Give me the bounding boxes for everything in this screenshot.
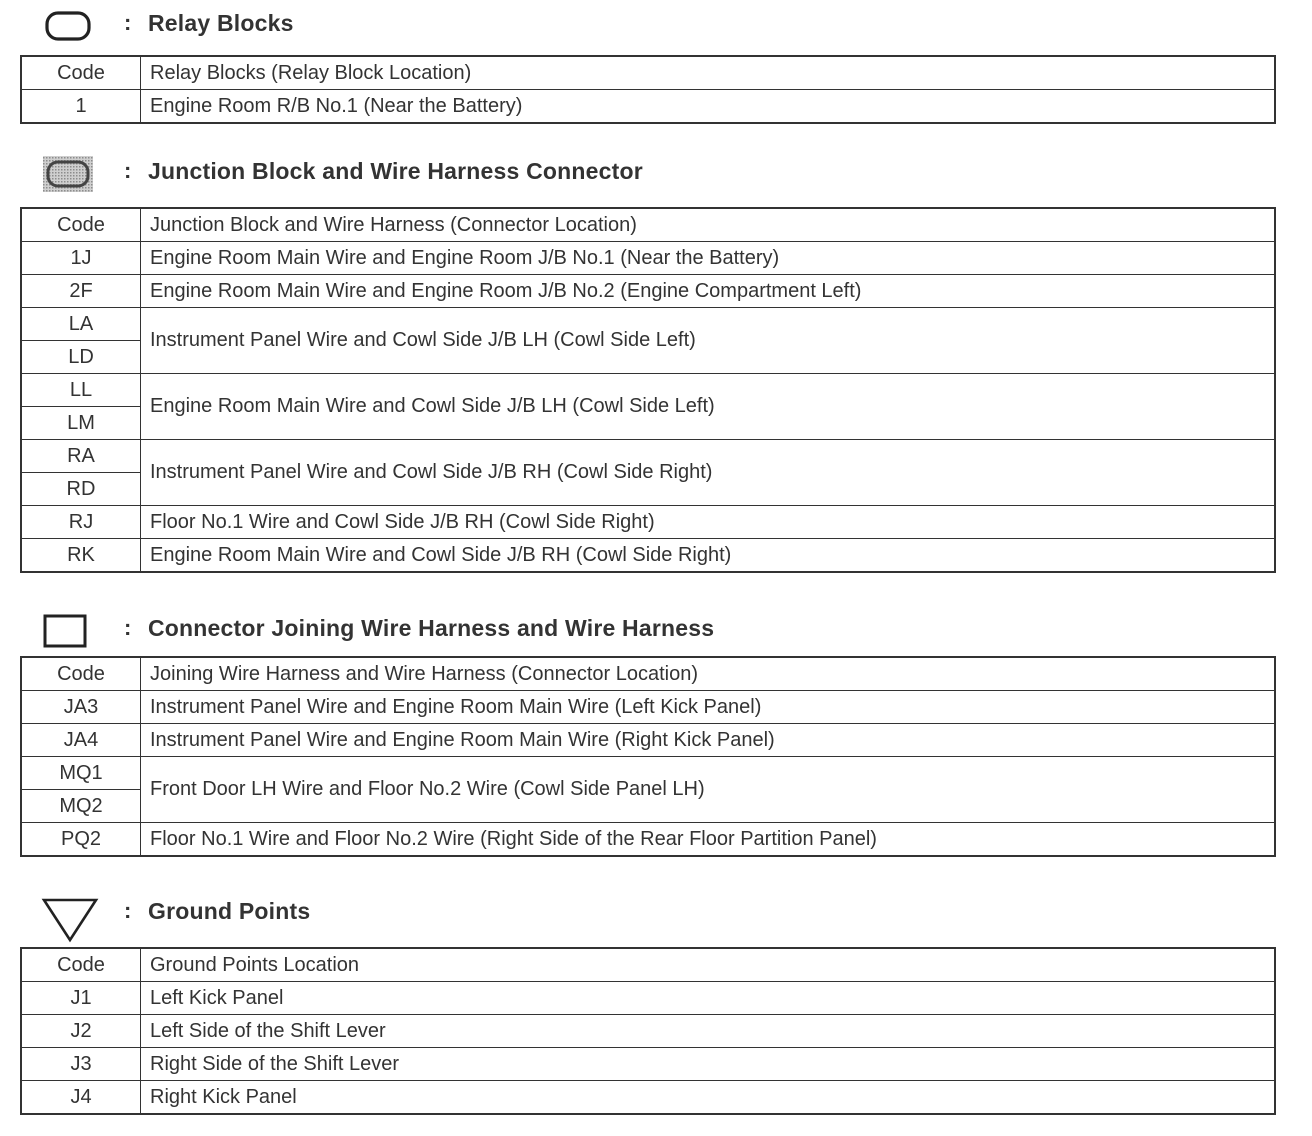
table-row [21,1048,1275,1081]
location-column-header: Junction Block and Wire Harness (Connector Location) [141,208,1276,242]
code-cell: 1J [21,242,141,275]
code-cell: LD [21,341,141,374]
table-row [21,691,1275,724]
heading-colon: : [124,10,132,35]
code-cell: RJ [21,506,141,539]
table-row [21,90,1275,124]
square-icon [40,611,96,656]
location-cell: Instrument Panel Wire and Engine Room Main Wire (Right Kick Panel) [141,724,1276,757]
table-header-row [21,208,1275,242]
code-cell: J3 [21,1048,141,1081]
code-column-header: Code [21,657,141,691]
table-connector-joining-wire-harness-and-wire-harness [20,656,1276,857]
table-header-row [21,657,1275,691]
table-row [21,1081,1275,1115]
code-cell: MQ2 [21,790,141,823]
table-row [21,982,1275,1015]
section-title: Connector Joining Wire Harness and Wire Harness [148,615,715,641]
table-row [21,374,1275,407]
location-cell: Engine Room Main Wire and Engine Room J/B No.2 (Engine Compartment Left) [141,275,1276,308]
heading-colon: : [124,898,132,923]
code-cell: J4 [21,1081,141,1115]
code-cell: MQ1 [21,757,141,790]
table-row [21,242,1275,275]
code-column-header: Code [21,56,141,90]
location-cell: Engine Room Main Wire and Cowl Side J/B LH (Cowl Side Left) [141,374,1276,440]
code-cell: LA [21,308,141,341]
table-header-row [21,56,1275,90]
table-row [21,275,1275,308]
code-cell: RD [21,473,141,506]
location-cell: Instrument Panel Wire and Cowl Side J/B LH (Cowl Side Left) [141,308,1276,374]
section-title: Junction Block and Wire Harness Connector [148,158,643,184]
location-column-header: Joining Wire Harness and Wire Harness (Connector Location) [141,657,1276,691]
location-column-header: Ground Points Location [141,948,1276,982]
code-cell: PQ2 [21,823,141,857]
table-row [21,757,1275,790]
triangle-down-icon [40,894,104,949]
location-cell: Instrument Panel Wire and Cowl Side J/B RH (Cowl Side Right) [141,440,1276,506]
table-relay-blocks [20,55,1276,124]
location-column-header: Relay Blocks (Relay Block Location) [141,56,1276,90]
location-cell: Right Kick Panel [141,1081,1276,1115]
table-row [21,440,1275,473]
location-cell: Engine Room Main Wire and Engine Room J/B No.1 (Near the Battery) [141,242,1276,275]
code-cell: J1 [21,982,141,1015]
code-cell: RA [21,440,141,473]
heading-colon: : [124,615,132,640]
section-title: Ground Points [148,898,311,924]
code-cell: JA3 [21,691,141,724]
location-cell: Instrument Panel Wire and Engine Room Main Wire (Left Kick Panel) [141,691,1276,724]
table-row [21,539,1275,573]
code-column-header: Code [21,208,141,242]
table-junction-block-and-wire-harness-connector [20,207,1276,573]
code-cell: J2 [21,1015,141,1048]
code-cell: LM [21,407,141,440]
rounded-rect-icon [40,6,96,51]
rounded-rect-icon [40,154,96,199]
location-cell: Engine Room R/B No.1 (Near the Battery) [141,90,1276,124]
code-cell: 2F [21,275,141,308]
location-cell: Left Side of the Shift Lever [141,1015,1276,1048]
table-header-row [21,948,1275,982]
section-heading-relay-blocks [0,2,1300,46]
table-row [21,724,1275,757]
section-heading-junction-block-and-wire-harness-connector [0,150,1300,194]
table-row [21,1015,1275,1048]
section-heading-connector-joining-wire-harness-and-wire-harness [0,607,1300,651]
section-title: Relay Blocks [148,10,294,36]
code-cell: JA4 [21,724,141,757]
table-row [21,506,1275,539]
location-cell: Left Kick Panel [141,982,1276,1015]
table-row [21,308,1275,341]
location-cell: Floor No.1 Wire and Floor No.2 Wire (Right Side of the Rear Floor Partition Panel) [141,823,1276,857]
section-heading-ground-points [0,890,1300,934]
table-ground-points [20,947,1276,1115]
location-cell: Right Side of the Shift Lever [141,1048,1276,1081]
code-cell: RK [21,539,141,573]
code-cell: 1 [21,90,141,124]
code-cell: LL [21,374,141,407]
code-column-header: Code [21,948,141,982]
table-row [21,823,1275,857]
location-cell: Front Door LH Wire and Floor No.2 Wire (Cowl Side Panel LH) [141,757,1276,823]
heading-colon: : [124,158,132,183]
location-cell: Floor No.1 Wire and Cowl Side J/B RH (Cowl Side Right) [141,506,1276,539]
location-cell: Engine Room Main Wire and Cowl Side J/B RH (Cowl Side Right) [141,539,1276,573]
